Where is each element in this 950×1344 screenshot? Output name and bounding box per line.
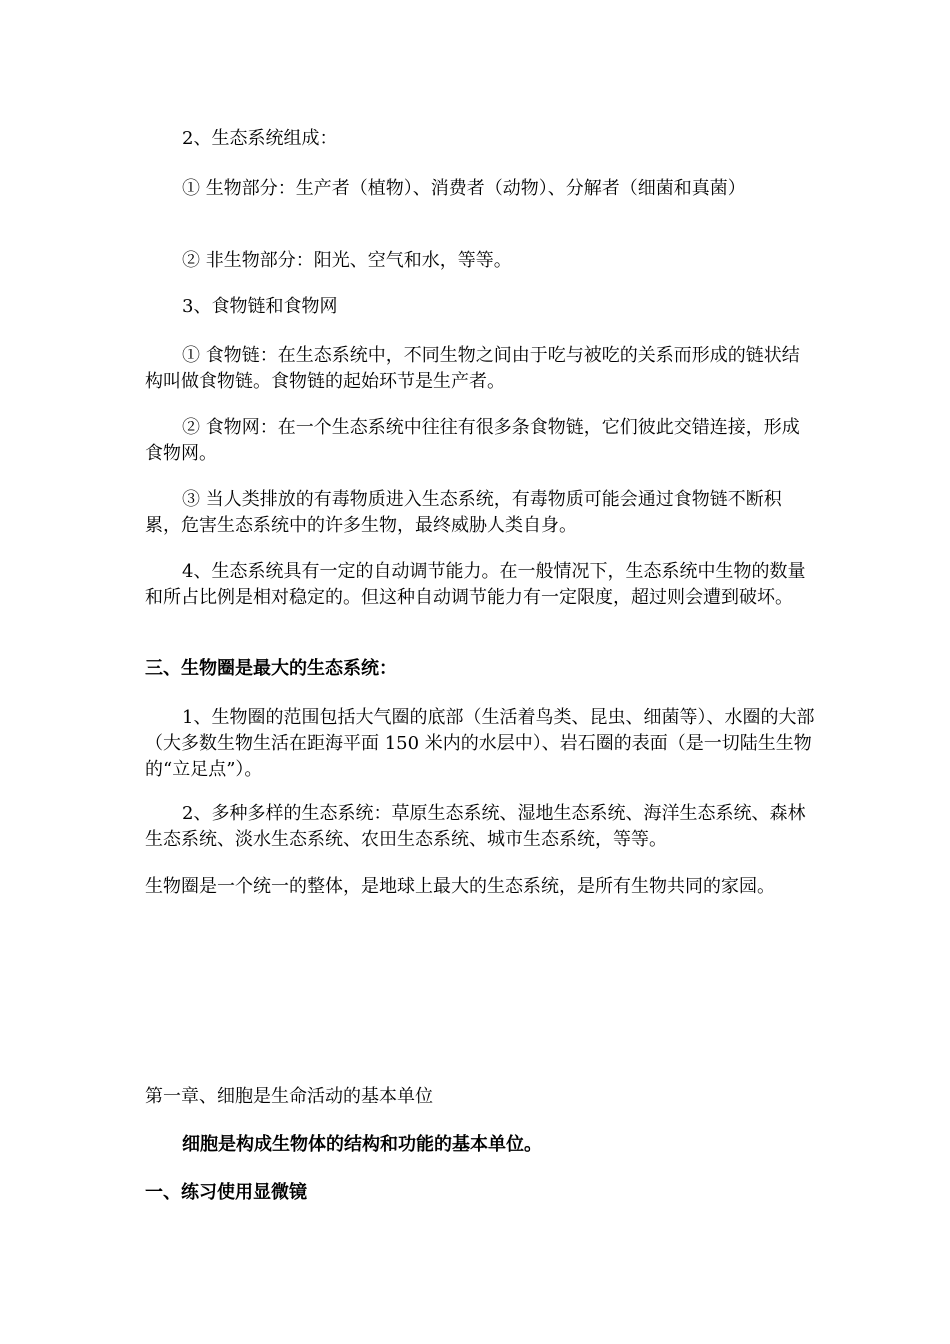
paragraph-abiotic-part: ② 非生物部分：阳光、空气和水，等等。 — [182, 250, 512, 271]
section-heading-biosphere: 三、生物圈是最大的生态系统： — [145, 658, 397, 679]
paragraph-biotic-part: ① 生物部分：生产者（植物）、消费者（动物）、分解者（细菌和真菌） — [182, 178, 746, 199]
paragraph-biosphere-range: 1、生物圈的范围包括大气圈的底部（生活着鸟类、昆虫、细菌等）、水圈的大部（大多数生物生活在距海平面 150 米内的水层中）、岩石圈的表面（是一切陆生生物的“立足点”）。 — [145, 707, 815, 780]
paragraph-self-regulation: 4、生态系统具有一定的自动调节能力。在一般情况下，生态系统中生物的数量和所占比例是相对稳定的。但这种自动调节能力有一定限度，超过则会遭到破坏。 — [145, 561, 806, 608]
paragraph-ecosystem-types: 2、多种多样的生态系统：草原生态系统、湿地生态系统、海洋生态系统、森林生态系统、淡水生态系统、农田生态系统、城市生态系统，等等。 — [145, 803, 806, 850]
section-heading-microscope: 一、练习使用显微镜 — [145, 1182, 307, 1203]
paragraph-biosphere-home: 生物圈是一个统一的整体，是地球上最大的生态系统，是所有生物共同的家园。 — [145, 876, 775, 897]
paragraph-food-web: ② 食物网：在一个生态系统中往往有很多条食物链，它们彼此交错连接，形成食物网。 — [145, 417, 800, 464]
chapter-title: 第一章、细胞是生命活动的基本单位 — [145, 1086, 433, 1107]
section-heading-composition: 2、生态系统组成： — [182, 128, 338, 149]
paragraph-food-chain: ① 食物链：在生态系统中，不同生物之间由于吃与被吃的关系而形成的链状结构叫做食物链。食物链的起始环节是生产者。 — [145, 345, 800, 392]
section-heading-food-chain: 3、食物链和食物网 — [182, 296, 338, 317]
paragraph-cell-definition: 细胞是构成生物体的结构和功能的基本单位。 — [182, 1134, 542, 1155]
paragraph-toxic-substances: ③ 当人类排放的有毒物质进入生态系统，有毒物质可能会通过食物链不断积累，危害生态系统中的许多生物，最终威胁人类自身。 — [145, 489, 782, 536]
